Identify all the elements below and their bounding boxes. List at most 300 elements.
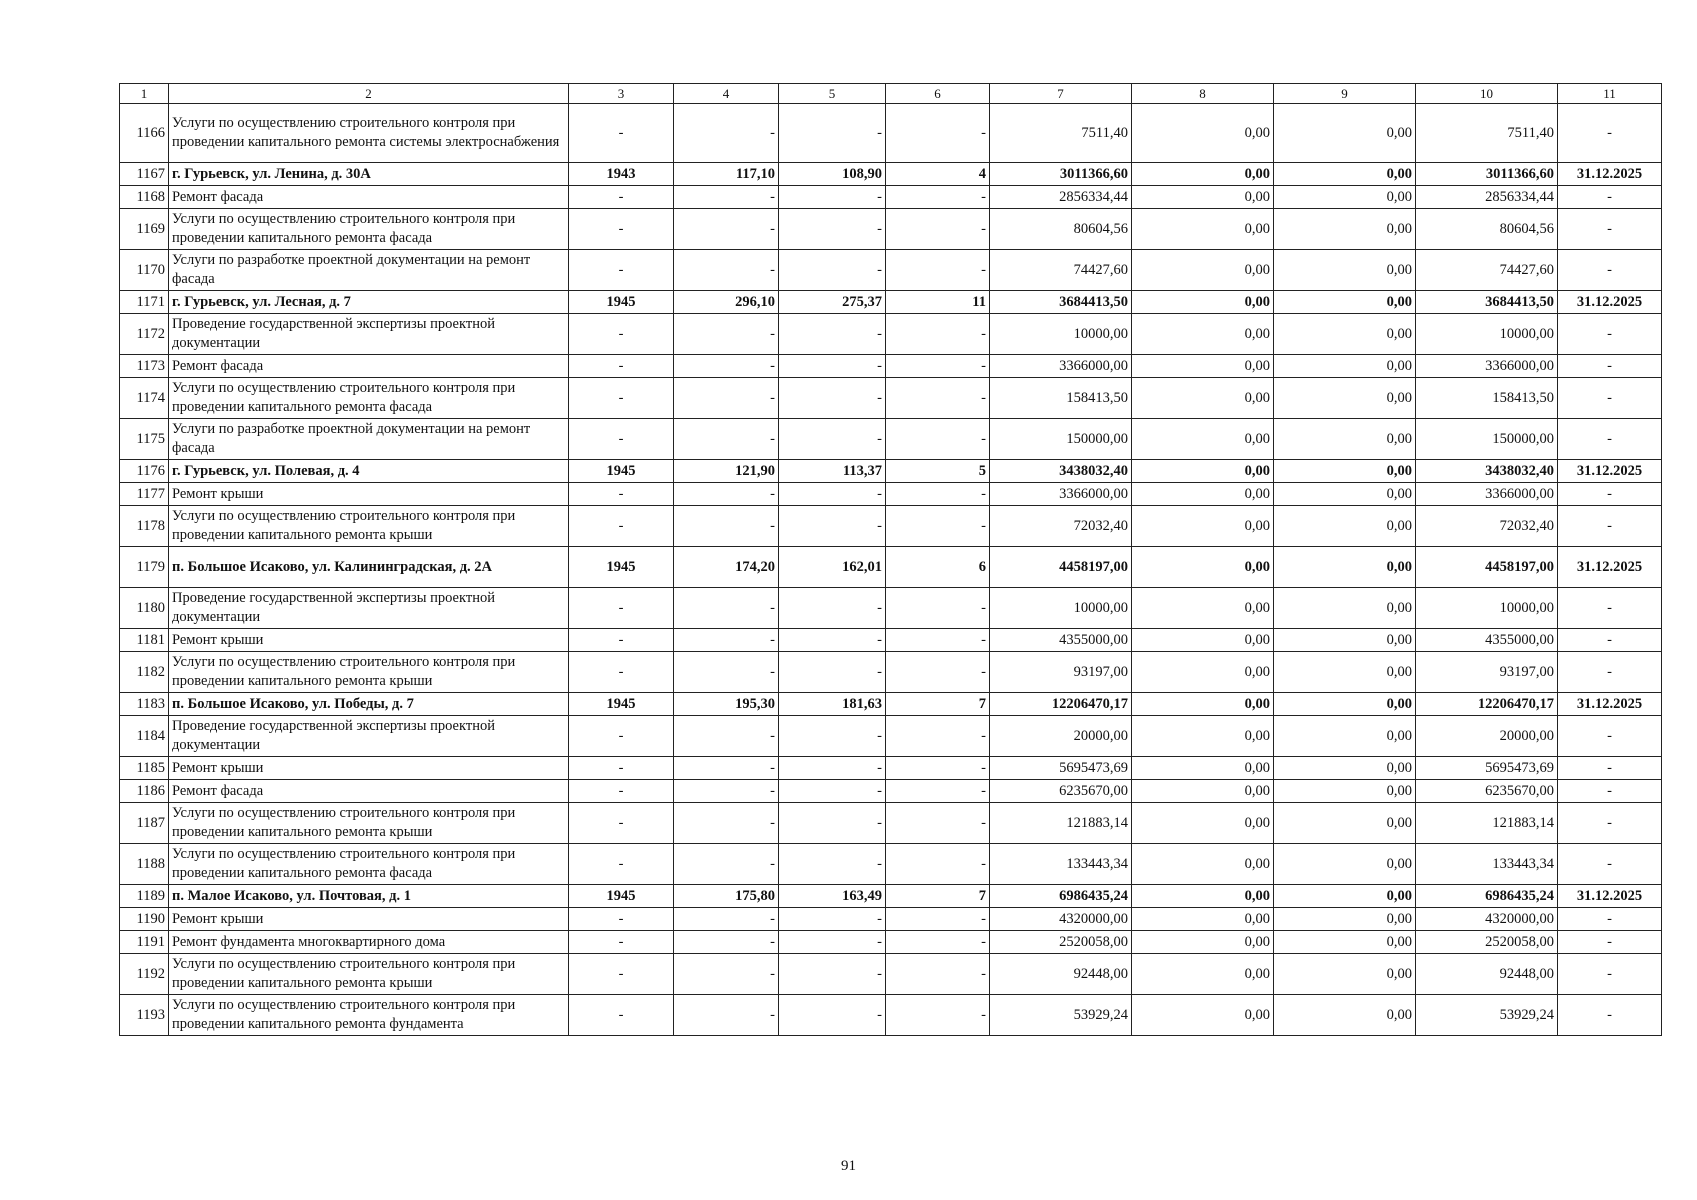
- budget-cost-cell: 0,00: [1274, 803, 1416, 844]
- budget-cost-cell: 0,00: [1274, 780, 1416, 803]
- total-cost-cell: 80604,56: [990, 209, 1132, 250]
- fund-cost-cell: 0,00: [1132, 547, 1274, 588]
- budget-cost-cell: 0,00: [1274, 629, 1416, 652]
- living-area-cell: 275,37: [779, 291, 886, 314]
- year-cell: -: [569, 652, 674, 693]
- description-cell: Ремонт фундамента многоквартирного дома: [169, 931, 569, 954]
- work-item-row: [120, 483, 1662, 506]
- budget-cost-cell: 0,00: [1274, 250, 1416, 291]
- year-cell: -: [569, 844, 674, 885]
- total-cost-cell: 133443,34: [990, 844, 1132, 885]
- residents-cell: -: [886, 355, 990, 378]
- description-cell: Проведение государственной экспертизы проектной документации: [169, 588, 569, 629]
- year-cell: 1945: [569, 885, 674, 908]
- residents-cell: -: [886, 629, 990, 652]
- total-cost-cell: 2856334,44: [990, 186, 1132, 209]
- description-cell: п. Большое Исаково, ул. Победы, д. 7: [169, 693, 569, 716]
- total-area-cell: -: [674, 908, 779, 931]
- work-item-row: [120, 104, 1662, 163]
- total-area-cell: -: [674, 803, 779, 844]
- total-area-cell: -: [674, 186, 779, 209]
- description-cell: Услуги по осуществлению строительного контроля при проведении капитального ремонта крыши: [169, 803, 569, 844]
- budget-cost-cell: 0,00: [1274, 104, 1416, 163]
- column-number: 5: [779, 84, 886, 104]
- owners-cost-cell: 150000,00: [1416, 419, 1558, 460]
- fund-cost-cell: 0,00: [1132, 378, 1274, 419]
- deadline-cell: -: [1558, 803, 1662, 844]
- deadline-cell: -: [1558, 250, 1662, 291]
- budget-cost-cell: 0,00: [1274, 291, 1416, 314]
- row-number-cell: 1192: [120, 954, 169, 995]
- description-cell: Проведение государственной экспертизы проектной документации: [169, 314, 569, 355]
- living-area-cell: -: [779, 355, 886, 378]
- total-area-cell: -: [674, 588, 779, 629]
- budget-cost-cell: 0,00: [1274, 378, 1416, 419]
- residents-cell: -: [886, 844, 990, 885]
- budget-cost-cell: 0,00: [1274, 314, 1416, 355]
- total-cost-cell: 3438032,40: [990, 460, 1132, 483]
- building-row: [120, 885, 1662, 908]
- deadline-cell: -: [1558, 378, 1662, 419]
- total-area-cell: -: [674, 506, 779, 547]
- fund-cost-cell: 0,00: [1132, 460, 1274, 483]
- column-number: 3: [569, 84, 674, 104]
- total-area-cell: -: [674, 104, 779, 163]
- work-item-row: [120, 844, 1662, 885]
- year-cell: 1945: [569, 547, 674, 588]
- fund-cost-cell: 0,00: [1132, 780, 1274, 803]
- total-cost-cell: 74427,60: [990, 250, 1132, 291]
- owners-cost-cell: 5695473,69: [1416, 757, 1558, 780]
- page-number: 91: [841, 1158, 856, 1174]
- fund-cost-cell: 0,00: [1132, 693, 1274, 716]
- deadline-cell: -: [1558, 186, 1662, 209]
- year-cell: -: [569, 908, 674, 931]
- residents-cell: -: [886, 506, 990, 547]
- fund-cost-cell: 0,00: [1132, 209, 1274, 250]
- residents-cell: -: [886, 757, 990, 780]
- year-cell: -: [569, 419, 674, 460]
- description-cell: Услуги по разработке проектной документации на ремонт фасада: [169, 250, 569, 291]
- total-area-cell: -: [674, 995, 779, 1036]
- year-cell: -: [569, 995, 674, 1036]
- budget-cost-cell: 0,00: [1274, 908, 1416, 931]
- owners-cost-cell: 158413,50: [1416, 378, 1558, 419]
- row-number-cell: 1175: [120, 419, 169, 460]
- owners-cost-cell: 4355000,00: [1416, 629, 1558, 652]
- living-area-cell: -: [779, 378, 886, 419]
- total-area-cell: -: [674, 483, 779, 506]
- year-cell: -: [569, 629, 674, 652]
- column-number: 7: [990, 84, 1132, 104]
- budget-cost-cell: 0,00: [1274, 588, 1416, 629]
- description-cell: Услуги по осуществлению строительного контроля при проведении капитального ремонта системы электроснабжения: [169, 104, 569, 163]
- year-cell: -: [569, 803, 674, 844]
- total-area-cell: -: [674, 629, 779, 652]
- deadline-cell: -: [1558, 629, 1662, 652]
- fund-cost-cell: 0,00: [1132, 506, 1274, 547]
- row-number-cell: 1171: [120, 291, 169, 314]
- owners-cost-cell: 3366000,00: [1416, 355, 1558, 378]
- deadline-cell: 31.12.2025: [1558, 163, 1662, 186]
- work-item-row: [120, 757, 1662, 780]
- column-number: 9: [1274, 84, 1416, 104]
- fund-cost-cell: 0,00: [1132, 186, 1274, 209]
- deadline-cell: 31.12.2025: [1558, 460, 1662, 483]
- row-number-cell: 1179: [120, 547, 169, 588]
- fund-cost-cell: 0,00: [1132, 652, 1274, 693]
- column-number: 8: [1132, 84, 1274, 104]
- total-cost-cell: 158413,50: [990, 378, 1132, 419]
- total-area-cell: -: [674, 844, 779, 885]
- total-cost-cell: 72032,40: [990, 506, 1132, 547]
- work-item-row: [120, 186, 1662, 209]
- register-table: [119, 83, 1662, 1036]
- living-area-cell: -: [779, 483, 886, 506]
- column-number: 4: [674, 84, 779, 104]
- total-cost-cell: 53929,24: [990, 995, 1132, 1036]
- column-number: 1: [120, 84, 169, 104]
- living-area-cell: -: [779, 419, 886, 460]
- description-cell: Ремонт крыши: [169, 483, 569, 506]
- description-cell: п. Большое Исаково, ул. Калининградская, д. 2А: [169, 547, 569, 588]
- row-number-cell: 1174: [120, 378, 169, 419]
- total-cost-cell: 93197,00: [990, 652, 1132, 693]
- living-area-cell: 181,63: [779, 693, 886, 716]
- deadline-cell: -: [1558, 844, 1662, 885]
- living-area-cell: -: [779, 995, 886, 1036]
- year-cell: -: [569, 506, 674, 547]
- description-cell: Услуги по осуществлению строительного контроля при проведении капитального ремонта фасада: [169, 378, 569, 419]
- total-area-cell: -: [674, 652, 779, 693]
- column-number: 6: [886, 84, 990, 104]
- total-cost-cell: 2520058,00: [990, 931, 1132, 954]
- budget-cost-cell: 0,00: [1274, 483, 1416, 506]
- living-area-cell: -: [779, 780, 886, 803]
- description-cell: Ремонт фасада: [169, 355, 569, 378]
- deadline-cell: 31.12.2025: [1558, 291, 1662, 314]
- residents-cell: -: [886, 378, 990, 419]
- deadline-cell: 31.12.2025: [1558, 547, 1662, 588]
- fund-cost-cell: 0,00: [1132, 908, 1274, 931]
- fund-cost-cell: 0,00: [1132, 355, 1274, 378]
- residents-cell: 11: [886, 291, 990, 314]
- description-cell: Услуги по осуществлению строительного контроля при проведении капитального ремонта фасада: [169, 209, 569, 250]
- total-area-cell: -: [674, 314, 779, 355]
- column-number-row: [120, 84, 1662, 104]
- total-cost-cell: 3366000,00: [990, 355, 1132, 378]
- year-cell: -: [569, 209, 674, 250]
- fund-cost-cell: 0,00: [1132, 419, 1274, 460]
- deadline-cell: -: [1558, 355, 1662, 378]
- total-area-cell: -: [674, 954, 779, 995]
- owners-cost-cell: 72032,40: [1416, 506, 1558, 547]
- budget-cost-cell: 0,00: [1274, 995, 1416, 1036]
- register-table-container: [119, 83, 1661, 1036]
- row-number-cell: 1167: [120, 163, 169, 186]
- total-area-cell: -: [674, 250, 779, 291]
- residents-cell: -: [886, 931, 990, 954]
- fund-cost-cell: 0,00: [1132, 250, 1274, 291]
- residents-cell: -: [886, 716, 990, 757]
- living-area-cell: 163,49: [779, 885, 886, 908]
- total-area-cell: -: [674, 378, 779, 419]
- year-cell: -: [569, 780, 674, 803]
- deadline-cell: -: [1558, 995, 1662, 1036]
- total-cost-cell: 6986435,24: [990, 885, 1132, 908]
- budget-cost-cell: 0,00: [1274, 844, 1416, 885]
- budget-cost-cell: 0,00: [1274, 757, 1416, 780]
- residents-cell: -: [886, 954, 990, 995]
- budget-cost-cell: 0,00: [1274, 186, 1416, 209]
- total-cost-cell: 20000,00: [990, 716, 1132, 757]
- owners-cost-cell: 6235670,00: [1416, 780, 1558, 803]
- residents-cell: 5: [886, 460, 990, 483]
- row-number-cell: 1168: [120, 186, 169, 209]
- fund-cost-cell: 0,00: [1132, 483, 1274, 506]
- living-area-cell: 108,90: [779, 163, 886, 186]
- owners-cost-cell: 93197,00: [1416, 652, 1558, 693]
- work-item-row: [120, 908, 1662, 931]
- residents-cell: -: [886, 250, 990, 291]
- year-cell: 1945: [569, 460, 674, 483]
- description-cell: Ремонт крыши: [169, 908, 569, 931]
- fund-cost-cell: 0,00: [1132, 588, 1274, 629]
- deadline-cell: 31.12.2025: [1558, 693, 1662, 716]
- residents-cell: -: [886, 419, 990, 460]
- total-cost-cell: 121883,14: [990, 803, 1132, 844]
- total-area-cell: -: [674, 209, 779, 250]
- work-item-row: [120, 803, 1662, 844]
- budget-cost-cell: 0,00: [1274, 355, 1416, 378]
- row-number-cell: 1193: [120, 995, 169, 1036]
- residents-cell: -: [886, 314, 990, 355]
- total-area-cell: -: [674, 355, 779, 378]
- work-item-row: [120, 355, 1662, 378]
- living-area-cell: -: [779, 250, 886, 291]
- deadline-cell: -: [1558, 419, 1662, 460]
- row-number-cell: 1173: [120, 355, 169, 378]
- description-cell: Услуги по осуществлению строительного контроля при проведении капитального ремонта крыши: [169, 954, 569, 995]
- row-number-cell: 1188: [120, 844, 169, 885]
- total-cost-cell: 4458197,00: [990, 547, 1132, 588]
- fund-cost-cell: 0,00: [1132, 163, 1274, 186]
- fund-cost-cell: 0,00: [1132, 931, 1274, 954]
- residents-cell: -: [886, 780, 990, 803]
- total-area-cell: 195,30: [674, 693, 779, 716]
- row-number-cell: 1170: [120, 250, 169, 291]
- total-cost-cell: 3684413,50: [990, 291, 1132, 314]
- description-cell: Ремонт крыши: [169, 757, 569, 780]
- description-cell: г. Гурьевск, ул. Ленина, д. 30А: [169, 163, 569, 186]
- year-cell: -: [569, 931, 674, 954]
- row-number-cell: 1189: [120, 885, 169, 908]
- year-cell: -: [569, 355, 674, 378]
- living-area-cell: -: [779, 716, 886, 757]
- work-item-row: [120, 419, 1662, 460]
- work-item-row: [120, 588, 1662, 629]
- owners-cost-cell: 20000,00: [1416, 716, 1558, 757]
- column-number: 10: [1416, 84, 1558, 104]
- deadline-cell: -: [1558, 506, 1662, 547]
- row-number-cell: 1187: [120, 803, 169, 844]
- description-cell: Услуги по осуществлению строительного контроля при проведении капитального ремонта крыши: [169, 652, 569, 693]
- owners-cost-cell: 4458197,00: [1416, 547, 1558, 588]
- residents-cell: -: [886, 995, 990, 1036]
- total-area-cell: -: [674, 757, 779, 780]
- year-cell: -: [569, 186, 674, 209]
- budget-cost-cell: 0,00: [1274, 885, 1416, 908]
- owners-cost-cell: 12206470,17: [1416, 693, 1558, 716]
- total-cost-cell: 92448,00: [990, 954, 1132, 995]
- residents-cell: -: [886, 186, 990, 209]
- year-cell: 1945: [569, 693, 674, 716]
- row-number-cell: 1177: [120, 483, 169, 506]
- work-item-row: [120, 780, 1662, 803]
- deadline-cell: -: [1558, 954, 1662, 995]
- total-area-cell: 121,90: [674, 460, 779, 483]
- owners-cost-cell: 2520058,00: [1416, 931, 1558, 954]
- residents-cell: 6: [886, 547, 990, 588]
- deadline-cell: 31.12.2025: [1558, 885, 1662, 908]
- total-cost-cell: 4355000,00: [990, 629, 1132, 652]
- owners-cost-cell: 10000,00: [1416, 314, 1558, 355]
- row-number-cell: 1184: [120, 716, 169, 757]
- deadline-cell: -: [1558, 757, 1662, 780]
- deadline-cell: -: [1558, 908, 1662, 931]
- owners-cost-cell: 3684413,50: [1416, 291, 1558, 314]
- description-cell: Услуги по осуществлению строительного контроля при проведении капитального ремонта крыши: [169, 506, 569, 547]
- work-item-row: [120, 250, 1662, 291]
- year-cell: -: [569, 378, 674, 419]
- budget-cost-cell: 0,00: [1274, 716, 1416, 757]
- total-cost-cell: 3011366,60: [990, 163, 1132, 186]
- description-cell: Проведение государственной экспертизы проектной документации: [169, 716, 569, 757]
- budget-cost-cell: 0,00: [1274, 954, 1416, 995]
- living-area-cell: -: [779, 314, 886, 355]
- owners-cost-cell: 74427,60: [1416, 250, 1558, 291]
- deadline-cell: -: [1558, 588, 1662, 629]
- description-cell: г. Гурьевск, ул. Полевая, д. 4: [169, 460, 569, 483]
- row-number-cell: 1180: [120, 588, 169, 629]
- building-row: [120, 460, 1662, 483]
- living-area-cell: -: [779, 506, 886, 547]
- row-number-cell: 1169: [120, 209, 169, 250]
- residents-cell: -: [886, 588, 990, 629]
- description-cell: Ремонт фасада: [169, 780, 569, 803]
- year-cell: -: [569, 104, 674, 163]
- living-area-cell: -: [779, 186, 886, 209]
- living-area-cell: -: [779, 652, 886, 693]
- owners-cost-cell: 3011366,60: [1416, 163, 1558, 186]
- total-area-cell: 174,20: [674, 547, 779, 588]
- fund-cost-cell: 0,00: [1132, 954, 1274, 995]
- living-area-cell: 113,37: [779, 460, 886, 483]
- residents-cell: -: [886, 209, 990, 250]
- year-cell: -: [569, 483, 674, 506]
- work-item-row: [120, 931, 1662, 954]
- deadline-cell: -: [1558, 931, 1662, 954]
- description-cell: Ремонт фасада: [169, 186, 569, 209]
- fund-cost-cell: 0,00: [1132, 291, 1274, 314]
- fund-cost-cell: 0,00: [1132, 844, 1274, 885]
- year-cell: -: [569, 757, 674, 780]
- fund-cost-cell: 0,00: [1132, 629, 1274, 652]
- owners-cost-cell: 80604,56: [1416, 209, 1558, 250]
- residents-cell: 7: [886, 693, 990, 716]
- row-number-cell: 1172: [120, 314, 169, 355]
- residents-cell: -: [886, 803, 990, 844]
- description-cell: Ремонт крыши: [169, 629, 569, 652]
- year-cell: -: [569, 716, 674, 757]
- total-cost-cell: 12206470,17: [990, 693, 1132, 716]
- deadline-cell: -: [1558, 716, 1662, 757]
- column-number: 2: [169, 84, 569, 104]
- description-cell: Услуги по разработке проектной документации на ремонт фасада: [169, 419, 569, 460]
- column-number: 11: [1558, 84, 1662, 104]
- total-area-cell: -: [674, 716, 779, 757]
- row-number-cell: 1181: [120, 629, 169, 652]
- year-cell: -: [569, 250, 674, 291]
- register-table-body: [120, 84, 1662, 1036]
- owners-cost-cell: 92448,00: [1416, 954, 1558, 995]
- row-number-cell: 1178: [120, 506, 169, 547]
- work-item-row: [120, 954, 1662, 995]
- budget-cost-cell: 0,00: [1274, 419, 1416, 460]
- living-area-cell: -: [779, 954, 886, 995]
- living-area-cell: -: [779, 588, 886, 629]
- total-area-cell: 117,10: [674, 163, 779, 186]
- owners-cost-cell: 3438032,40: [1416, 460, 1558, 483]
- living-area-cell: -: [779, 844, 886, 885]
- living-area-cell: -: [779, 209, 886, 250]
- total-cost-cell: 10000,00: [990, 314, 1132, 355]
- fund-cost-cell: 0,00: [1132, 314, 1274, 355]
- row-number-cell: 1183: [120, 693, 169, 716]
- budget-cost-cell: 0,00: [1274, 163, 1416, 186]
- residents-cell: 4: [886, 163, 990, 186]
- living-area-cell: 162,01: [779, 547, 886, 588]
- total-cost-cell: 150000,00: [990, 419, 1132, 460]
- work-item-row: [120, 629, 1662, 652]
- residents-cell: -: [886, 104, 990, 163]
- owners-cost-cell: 4320000,00: [1416, 908, 1558, 931]
- owners-cost-cell: 6986435,24: [1416, 885, 1558, 908]
- budget-cost-cell: 0,00: [1274, 931, 1416, 954]
- living-area-cell: -: [779, 908, 886, 931]
- deadline-cell: -: [1558, 780, 1662, 803]
- row-number-cell: 1185: [120, 757, 169, 780]
- owners-cost-cell: 3366000,00: [1416, 483, 1558, 506]
- fund-cost-cell: 0,00: [1132, 716, 1274, 757]
- budget-cost-cell: 0,00: [1274, 693, 1416, 716]
- living-area-cell: -: [779, 803, 886, 844]
- description-cell: г. Гурьевск, ул. Лесная, д. 7: [169, 291, 569, 314]
- living-area-cell: -: [779, 757, 886, 780]
- work-item-row: [120, 716, 1662, 757]
- work-item-row: [120, 652, 1662, 693]
- fund-cost-cell: 0,00: [1132, 757, 1274, 780]
- owners-cost-cell: 133443,34: [1416, 844, 1558, 885]
- total-area-cell: -: [674, 931, 779, 954]
- fund-cost-cell: 0,00: [1132, 803, 1274, 844]
- fund-cost-cell: 0,00: [1132, 104, 1274, 163]
- fund-cost-cell: 0,00: [1132, 885, 1274, 908]
- total-area-cell: 175,80: [674, 885, 779, 908]
- budget-cost-cell: 0,00: [1274, 547, 1416, 588]
- work-item-row: [120, 209, 1662, 250]
- row-number-cell: 1191: [120, 931, 169, 954]
